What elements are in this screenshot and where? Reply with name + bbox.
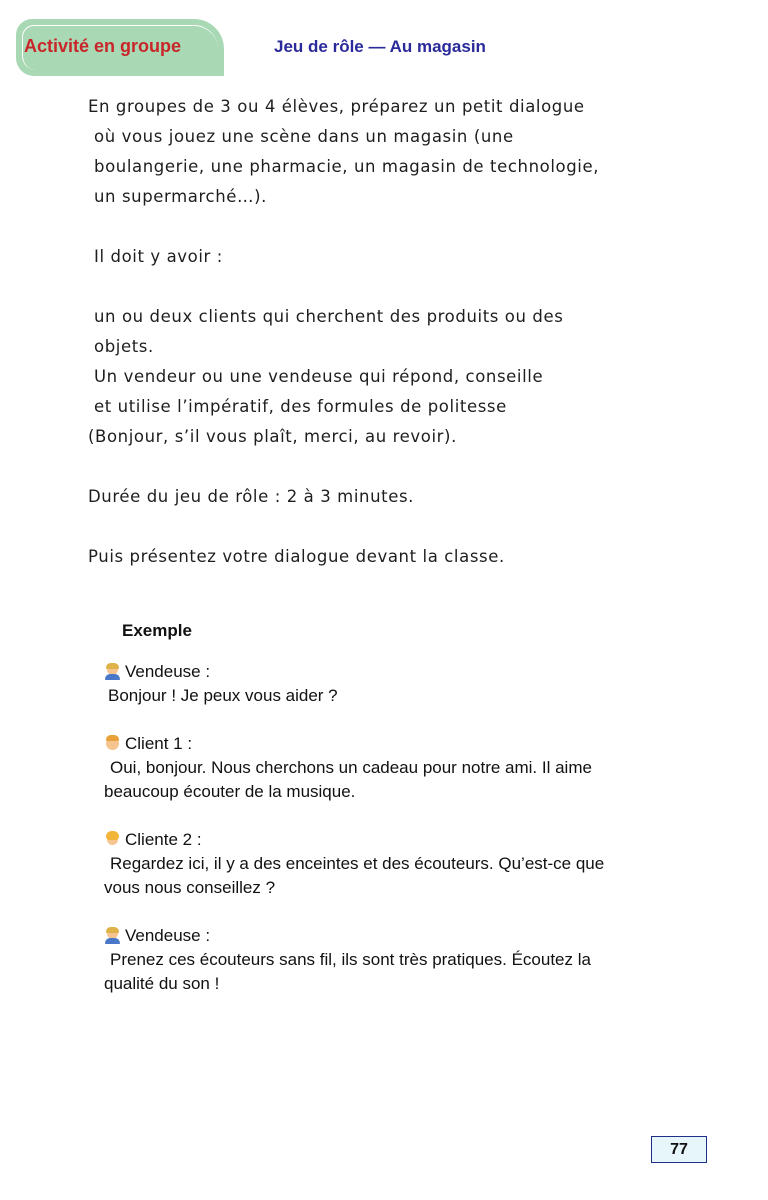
page-title: Jeu de rôle — Au magasin (274, 37, 486, 56)
vendor-emoji-icon (104, 927, 121, 944)
instruction-line: En groupes de 3 ou 4 élèves, préparez un petit dialogue (88, 97, 585, 116)
client-girl-emoji-icon (104, 831, 121, 848)
dialogue-line: Bonjour ! Je peux vous aider ? (108, 686, 338, 705)
activity-tab-label: Activité en groupe (24, 36, 182, 56)
speaker-line (104, 662, 210, 682)
dialogue-line: Oui, bonjour. Nous cherchons un cadeau pour notre ami. Il aime (110, 758, 592, 777)
speaker-name: Vendeuse : (125, 926, 211, 945)
speaker-name: Vendeuse : (125, 662, 211, 681)
dialogue-line: beaucoup écouter de la musique. (104, 782, 356, 801)
speaker-line (104, 926, 210, 946)
instruction-line: Puis présentez votre dialogue devant la classe. (88, 547, 505, 566)
vendor-emoji-icon (104, 663, 121, 680)
dialogue-line: qualité du son ! (104, 974, 220, 993)
instruction-line: Durée du jeu de rôle : 2 à 3 minutes. (88, 487, 414, 506)
dialogue-line: Regardez ici, il y a des enceintes et des écouteurs. Qu’est-ce que (110, 854, 605, 873)
instruction-line: où vous jouez une scène dans un magasin (une (94, 127, 514, 146)
instruction-line: et utilise l’impératif, des formules de politesse (94, 397, 507, 416)
speaker-line (104, 734, 192, 754)
dialogue-line: vous nous conseillez ? (104, 878, 276, 897)
page-number: 77 (651, 1136, 707, 1163)
client-boy-emoji-icon (104, 735, 121, 752)
example-heading: Exemple (122, 621, 192, 640)
instruction-line: Un vendeur ou une vendeuse qui répond, conseille (94, 367, 544, 386)
instruction-line: un supermarché…). (94, 187, 268, 206)
dialogue-line: Prenez ces écouteurs sans fil, ils sont très pratiques. Écoutez la (110, 950, 591, 969)
instruction-line: un ou deux clients qui cherchent des produits ou des (94, 307, 564, 326)
speaker-name: Client 1 : (125, 734, 193, 753)
instruction-line: (Bonjour, s’il vous plaît, merci, au revoir). (88, 427, 457, 446)
speaker-line (104, 830, 202, 850)
speaker-name: Cliente 2 : (125, 830, 202, 849)
instruction-line: boulangerie, une pharmacie, un magasin de technologie, (94, 157, 600, 176)
instruction-line: objets. (94, 337, 154, 356)
instruction-line: Il doit y avoir : (94, 247, 223, 266)
